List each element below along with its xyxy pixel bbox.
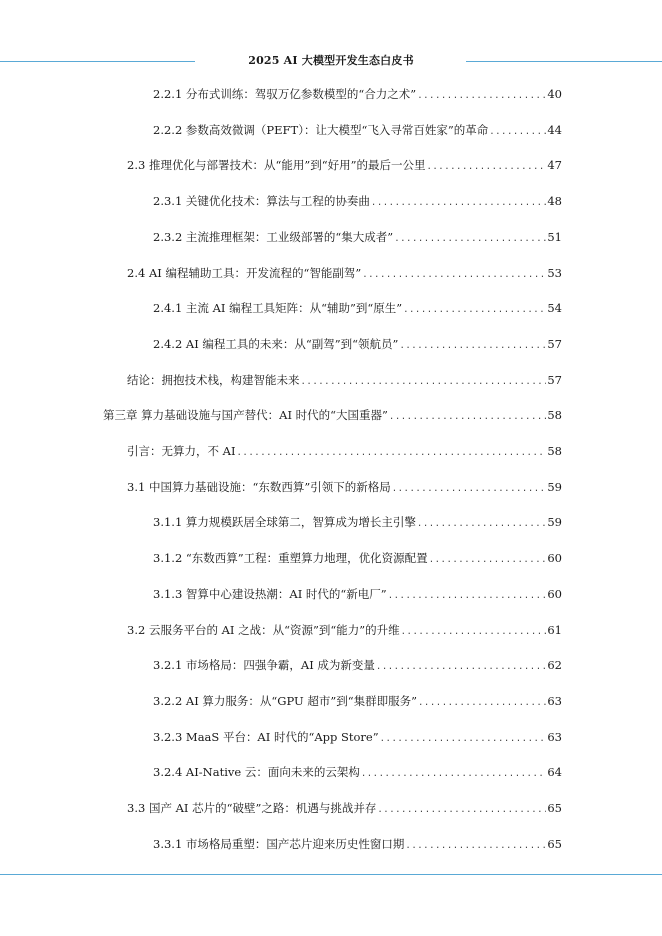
toc-entry[interactable]	[153, 336, 562, 356]
toc-entry[interactable]	[153, 229, 562, 249]
toc-entry-label: 3.3.1 市场格局重塑：国产芯片迎来历史性窗口期	[153, 836, 405, 851]
toc-entry-page-number: 61	[547, 622, 562, 637]
toc-entry-label: 3.3 国产 AI 芯片的“破壁”之路：机遇与挑战并存	[127, 801, 377, 815]
toc-entry[interactable]	[153, 657, 562, 677]
toc-entry-page-number: 60	[547, 586, 562, 601]
toc-entry-page-number: 64	[547, 765, 562, 780]
toc-entry[interactable]	[153, 550, 562, 570]
toc-entry-label: 3.1.3 智算中心建设热潮：AI 时代的“新电厂”	[153, 586, 387, 601]
toc-entry-page-number: 65	[547, 836, 562, 851]
toc-entry-label: 2.4.1 主流 AI 编程工具矩阵：从“辅助”到“原生”	[153, 301, 403, 316]
toc-entry[interactable]	[153, 586, 562, 606]
toc-entry-label: 2.4 AI 编程辅助工具：开发流程的“智能副驾”	[127, 265, 362, 280]
toc-dot-leader	[380, 734, 547, 744]
toc-entry-page-number: 47	[547, 158, 562, 173]
toc-entry[interactable]	[153, 514, 562, 534]
toc-entry-label: 3.2.3 MaaS 平台：AI 时代的“App Store”	[153, 729, 379, 744]
toc-entry-page-number: 63	[547, 729, 562, 744]
toc-dot-leader	[301, 377, 547, 387]
toc-dot-leader	[237, 448, 547, 458]
toc-dot-leader	[403, 305, 546, 315]
toc-entry-page-number: 48	[547, 194, 562, 209]
toc-entry-page-number: 58	[547, 408, 562, 423]
toc-entry-page-number: 59	[547, 479, 562, 494]
toc-dot-leader	[401, 627, 547, 637]
toc-dot-leader	[399, 341, 546, 351]
toc-dot-leader	[388, 591, 547, 601]
toc-entry-label: 第三章 算力基础设施与国产替代：AI 时代的“大国重器”	[103, 408, 388, 423]
toc-entry-page-number: 40	[547, 87, 562, 101]
header-rule-right	[466, 61, 662, 62]
toc-dot-leader	[361, 769, 547, 779]
toc-entry-page-number: 51	[547, 229, 562, 244]
toc-entry-page-number: 59	[547, 515, 562, 530]
toc-entry-label: 2.2.1 分布式训练：驾驭万亿参数模型的“合力之术”	[153, 87, 417, 101]
toc-entry[interactable]	[127, 479, 562, 499]
toc-entry-page-number: 60	[547, 551, 562, 566]
toc-dot-leader	[426, 162, 546, 172]
toc-dot-leader	[489, 127, 546, 137]
toc-entry-page-number: 57	[547, 372, 562, 387]
toc-dot-leader	[417, 91, 546, 101]
toc-dot-leader	[429, 555, 547, 565]
toc-entry-label: 结论：拥抱技术栈，构建智能未来	[127, 372, 300, 387]
toc-dot-leader	[376, 662, 546, 672]
toc-entry[interactable]	[153, 122, 562, 142]
footer-rule	[0, 874, 662, 875]
toc-entry-label: 3.2.1 市场格局：四强争霸，AI 成为新变量	[153, 658, 375, 673]
toc-entry-label: 2.3.2 主流推理框架：工业级部署的“集大成者”	[153, 229, 394, 244]
toc-entry[interactable]	[153, 693, 562, 713]
page-header-title: 2025 AI 大模型开发生态白皮书	[248, 54, 414, 67]
toc-entry[interactable]	[127, 372, 562, 392]
toc-entry[interactable]	[103, 407, 562, 427]
toc-dot-leader	[377, 805, 546, 815]
toc-entry[interactable]	[153, 729, 562, 749]
toc-dot-leader	[371, 198, 546, 208]
toc-dot-leader	[417, 519, 546, 529]
toc-dot-leader	[394, 234, 546, 244]
toc-entry[interactable]	[127, 265, 562, 285]
toc-entry[interactable]	[127, 622, 562, 642]
toc-entry-page-number: 65	[547, 801, 562, 815]
toc-entry-label: 2.2.2 参数高效微调（PEFT）：让大模型“飞入寻常百姓家”的革命	[153, 122, 489, 137]
toc-dot-leader	[405, 841, 546, 851]
toc-entry[interactable]	[127, 157, 562, 177]
toc-entry-label: 3.1.1 算力规模跃居全球第二，智算成为增长主引擎	[153, 515, 416, 530]
toc-entry-label: 2.4.2 AI 编程工具的未来：从“副驾”到“领航员”	[153, 336, 399, 351]
toc-entry-page-number: 53	[547, 265, 562, 280]
toc-entry[interactable]	[127, 800, 562, 820]
toc-entry-label: 3.1 中国算力基础设施：“东数西算”引领下的新格局	[127, 479, 391, 494]
toc-entry[interactable]	[153, 764, 562, 784]
toc-entry-page-number: 44	[547, 122, 562, 137]
toc-dot-leader	[362, 270, 546, 280]
toc-entry[interactable]	[153, 86, 562, 106]
toc-entry-page-number: 58	[547, 444, 562, 458]
toc-entry[interactable]	[127, 443, 562, 463]
toc-entry-label: 2.3 推理优化与部署技术：从“能用”到“好用”的最后一公里	[127, 158, 426, 173]
toc-entry-page-number: 57	[547, 336, 562, 351]
toc-entry-label: 3.2.2 AI 算力服务：从“GPU 超市”到“集群即服务”	[153, 693, 418, 708]
toc-dot-leader	[392, 484, 547, 494]
toc-entry[interactable]	[153, 836, 562, 856]
toc-entry[interactable]	[153, 193, 562, 213]
toc-entry-page-number: 63	[547, 693, 562, 708]
toc-entry[interactable]	[153, 300, 562, 320]
toc-entry-label: 2.3.1 关键优化技术：算法与工程的协奏曲	[153, 194, 370, 209]
toc-entry-label: 引言：无算力，不 AI	[127, 444, 236, 458]
toc-entry-label: 3.2.4 AI-Native 云：面向未来的云架构	[153, 765, 360, 780]
toc-dot-leader	[418, 698, 546, 708]
toc-entry-page-number: 54	[547, 301, 562, 316]
toc-entry-label: 3.2 云服务平台的 AI 之战：从“资源”到“能力”的升维	[127, 622, 400, 637]
toc-entry-page-number: 62	[547, 658, 562, 673]
toc-dot-leader	[389, 412, 546, 422]
toc-entry-label: 3.1.2 “东数西算”工程：重塑算力地理，优化资源配置	[153, 551, 428, 566]
